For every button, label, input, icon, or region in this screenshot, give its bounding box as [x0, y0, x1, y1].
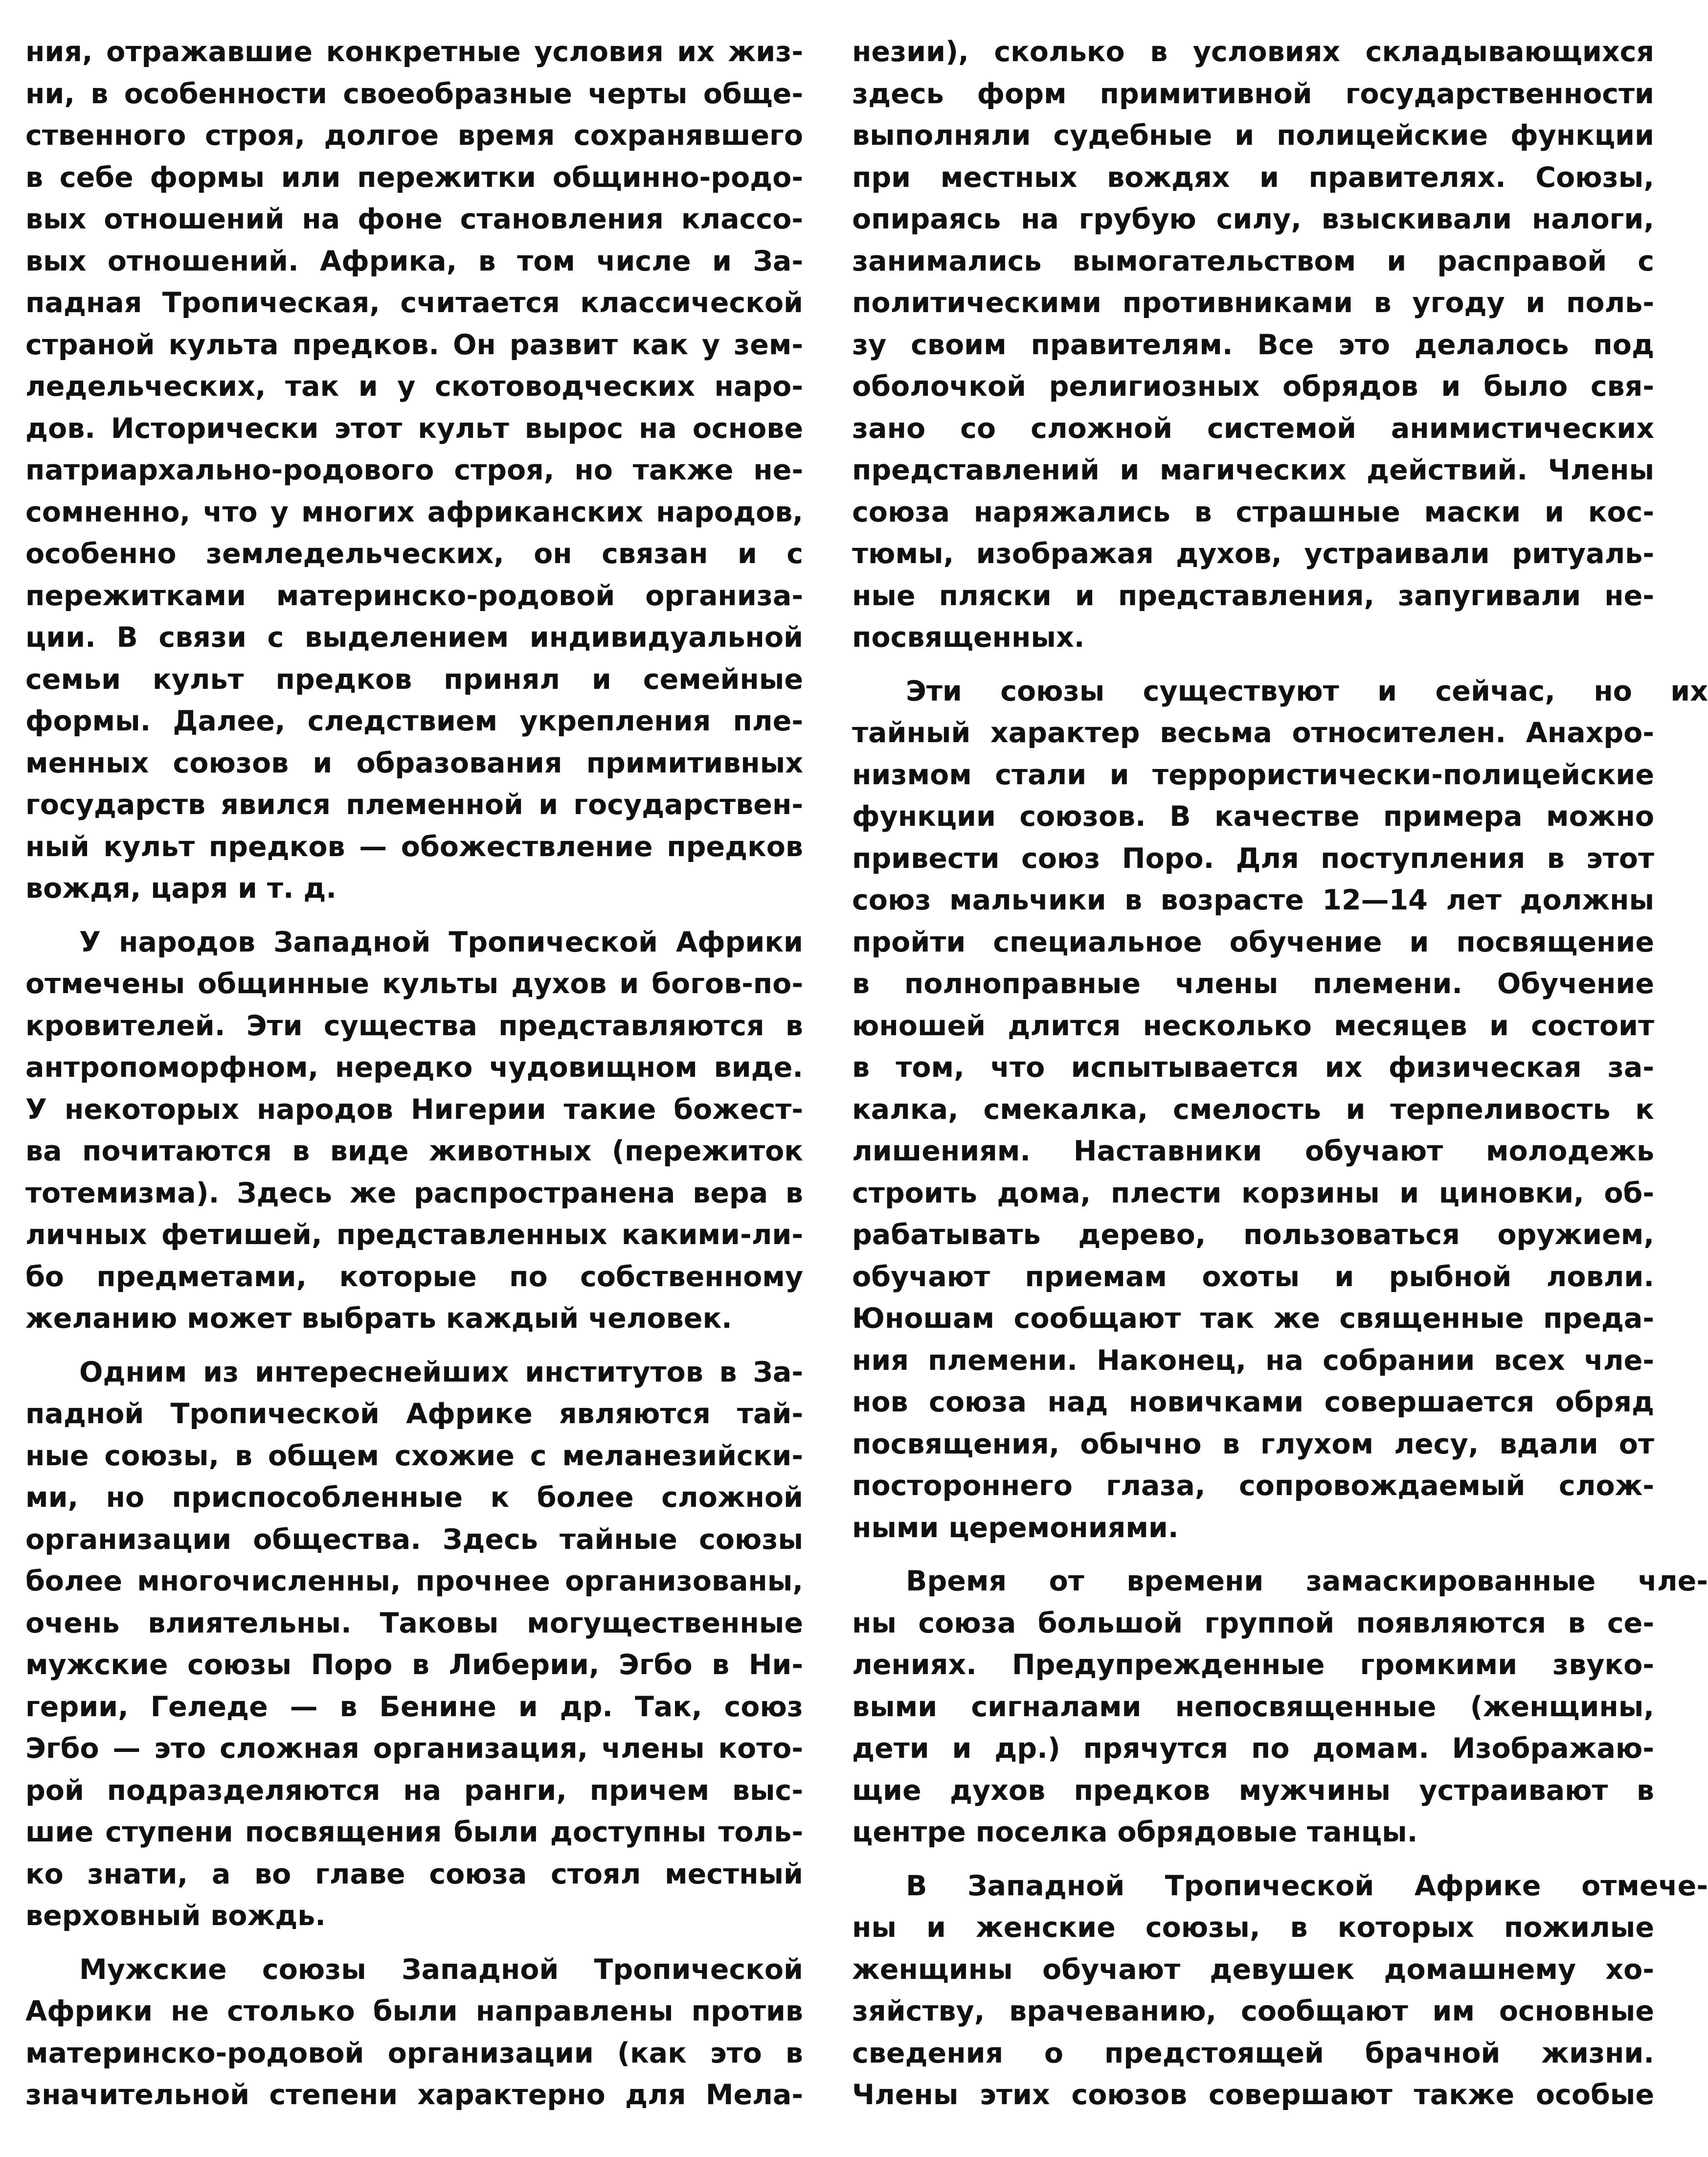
text-line: функции союзов. В качестве примера можно	[852, 800, 1654, 833]
text-line: верховный вождь.	[25, 1900, 326, 1932]
text-line: Эгбо — это сложная организация, члены кото-	[25, 1732, 803, 1765]
text-line: постороннего глаза, сопровождаемый слож-	[852, 1470, 1654, 1502]
text-line: рой подразделяются на ранги, причем выс-	[25, 1774, 803, 1807]
text-line: Африки не столько были направлены против	[25, 1995, 803, 2027]
text-line: Мужские союзы Западной Тропической	[79, 1953, 803, 1986]
text-line: тайный характер весьма относителен. Анахро-	[852, 717, 1654, 749]
text-line: центре поселка обрядовые танцы.	[852, 1816, 1418, 1848]
text-line: ный культ предков — обожествление предков	[25, 830, 803, 863]
text-line: зано со сложной системой анимистических	[852, 412, 1654, 445]
text-line: оболочкой религиозных обрядов и было свя-	[852, 370, 1654, 403]
text-line: в себе формы или пережитки общинно-родо-	[25, 161, 803, 194]
text-line: ны союза большой группой появляются в се-	[852, 1607, 1654, 1639]
text-line: герии, Геледе — в Бенине и др. Так, союз	[25, 1690, 803, 1723]
text-line: падная Тропическая, считается классической	[25, 287, 803, 319]
text-line: материнско-родовой организации (как это в	[25, 2037, 803, 2069]
text-line: ко знати, а во главе союза стоял местный	[25, 1858, 803, 1890]
text-line: организации общества. Здесь тайные союзы	[25, 1523, 803, 1556]
text-line: лениях. Предупрежденные громкими звуко-	[852, 1649, 1654, 1681]
text-line: менных союзов и образования примитивных	[25, 747, 803, 779]
text-line: ледельческих, так и у скотоводческих наро-	[25, 370, 803, 403]
paragraph-gap	[852, 1549, 1626, 1561]
text-line: ные пляски и представления, запугивали не-	[852, 579, 1654, 612]
text-line: антропоморфном, нередко чудовищном виде.	[25, 1051, 803, 1084]
paragraph-gap	[25, 1937, 803, 1949]
text-line: ственного строя, долгое время сохранявшего	[25, 119, 803, 152]
text-line: более многочисленны, прочнее организованы,	[25, 1565, 803, 1597]
text-line: ния племени. Наконец, на собрании всех чле-	[852, 1344, 1654, 1377]
text-line: сомненно, что у многих африканских народов,	[25, 496, 803, 528]
text-line: при местных вождях и правителях. Союзы,	[852, 161, 1654, 194]
text-line: шие ступени посвящения были доступны толь-	[25, 1816, 803, 1848]
text-line: выми сигналами непосвященные (женщины,	[852, 1690, 1654, 1723]
text-line: семьи культ предков принял и семейные	[25, 663, 803, 696]
text-line: женщины обучают девушек домашнему хо-	[852, 1953, 1654, 1986]
text-line: формы. Далее, следствием укрепления пле-	[25, 705, 803, 737]
text-line: низмом стали и террористически-полицейские	[852, 758, 1654, 791]
text-line: посвященных.	[852, 621, 1085, 654]
text-line: в полноправные члены племени. Обучение	[852, 968, 1654, 1000]
text-line: пройти специальное обучение и посвящение	[852, 926, 1654, 958]
text-line: очень влиятельны. Таковы могущественные	[25, 1607, 803, 1639]
text-line: здесь форм примитивной государственности	[852, 77, 1654, 110]
text-line: в том, что испытывается их физическая за-	[852, 1051, 1654, 1084]
text-line: ни, в особенности своеобразные черты обще-	[25, 77, 803, 110]
text-line: вых отношений. Африка, в том числе и За-	[25, 245, 803, 277]
text-line: кровителей. Эти существа представляются в	[25, 1009, 803, 1042]
right-text-column	[852, 31, 1708, 2116]
text-line: бо предметами, которые по собственному	[25, 1260, 803, 1293]
text-line: страной культа предков. Он развит как у зем-	[25, 328, 803, 361]
text-line: Одним из интереснейших институтов в За-	[79, 1356, 803, 1388]
text-line: Эти союзы существуют и сейчас, но их	[906, 675, 1708, 707]
text-line: личных фетишей, представленных какими-ли-	[25, 1219, 803, 1251]
text-line: пережитками материнско-родовой организа-	[25, 579, 803, 612]
text-line: выполняли судебные и полицейские функции	[852, 119, 1654, 152]
text-line: обучают приемам охоты и рыбной ловли.	[852, 1260, 1654, 1293]
text-line: представлений и магических действий. Члены	[852, 454, 1654, 486]
text-line: строить дома, плести корзины и циновки, об-	[852, 1177, 1654, 1209]
text-line: лишениям. Наставники обучают молодежь	[852, 1135, 1654, 1167]
paragraph-gap	[25, 1340, 803, 1352]
text-line: У некоторых народов Нигерии такие божест-	[25, 1093, 803, 1126]
text-line: желанию может выбрать каждый человек.	[25, 1302, 732, 1335]
text-line: В Западной Тропической Африке отмече-	[906, 1869, 1708, 1902]
text-line: вождя, царя и т. д.	[25, 872, 337, 905]
text-line: дов. Исторически этот культ вырос на основе	[25, 412, 803, 445]
text-line: рабатывать дерево, пользоваться оружием,	[852, 1219, 1654, 1251]
text-line: патриархально-родового строя, но также не-	[25, 454, 803, 486]
text-line: вых отношений на фоне становления классо-	[25, 203, 803, 235]
left-text-column	[25, 31, 803, 2116]
paragraph-gap	[852, 659, 1626, 671]
text-line: посвящения, обычно в глухом лесу, вдали от	[852, 1428, 1654, 1460]
text-line: ния, отражавшие конкретные условия их жиз-	[25, 36, 803, 68]
text-line: Юношам сообщают так же священные преда-	[852, 1302, 1654, 1335]
text-line: значительной степени характерно для Мела-	[25, 2079, 803, 2111]
text-line: ми, но приспособленные к более сложной	[25, 1481, 803, 1514]
text-line: юношей длится несколько месяцев и состоит	[852, 1009, 1654, 1042]
text-line: ными церемониями.	[852, 1511, 1179, 1544]
text-line: ны и женские союзы, в которых пожилые	[852, 1911, 1654, 1944]
text-line: политическими противниками в угоду и поль-	[852, 287, 1654, 319]
text-line: ва почитаются в виде животных (пережиток	[25, 1135, 803, 1167]
text-line: зу своим правителям. Все это делалось под	[852, 328, 1654, 361]
text-line: ные союзы, в общем схожие с меланезийски-	[25, 1439, 803, 1472]
text-line: союз мальчики в возрасте 12—14 лет должны	[852, 884, 1654, 916]
text-line: привести союз Поро. Для поступления в этот	[852, 842, 1654, 875]
paragraph-gap	[852, 1854, 1626, 1865]
text-line: союза наряжались в страшные маски и кос-	[852, 496, 1654, 528]
text-line: щие духов предков мужчины устраивают в	[852, 1774, 1654, 1807]
text-line: государств явился племенной и государствен-	[25, 789, 803, 821]
text-line: тюмы, изображая духов, устраивали ритуаль-	[852, 538, 1654, 570]
text-line: ции. В связи с выделением индивидуальной	[25, 621, 803, 654]
text-line: опираясь на грубую силу, взыскивали налоги,	[852, 203, 1654, 235]
text-line: зяйству, врачеванию, сообщают им основные	[852, 1995, 1654, 2027]
text-line: отмечены общинные культы духов и богов-по-	[25, 968, 803, 1000]
text-line: дети и др.) прячутся по домам. Изображаю-	[852, 1732, 1654, 1765]
text-line: занимались вымогательством и расправой с	[852, 245, 1654, 277]
text-line: Члены этих союзов совершают также особые	[852, 2079, 1654, 2111]
text-line: сведения о предстоящей брачной жизни.	[852, 2037, 1654, 2069]
text-line: тотемизма). Здесь же распространена вера в	[25, 1177, 803, 1209]
text-line: незии), сколько в условиях складывающихся	[852, 36, 1654, 68]
text-line: калка, смекалка, смелость и терпеливость к	[852, 1093, 1654, 1126]
text-line: нов союза над новичками совершается обряд	[852, 1386, 1654, 1418]
text-line: У народов Западной Тропической Африки	[79, 926, 803, 958]
text-line: Время от времени замаскированные чле-	[906, 1565, 1708, 1597]
text-line: мужские союзы Поро в Либерии, Эгбо в Ни-	[25, 1649, 803, 1681]
text-line: падной Тропической Африке являются тай-	[25, 1398, 803, 1430]
paragraph-gap	[25, 910, 803, 922]
text-line: особенно земледельческих, он связан и с	[25, 538, 803, 570]
